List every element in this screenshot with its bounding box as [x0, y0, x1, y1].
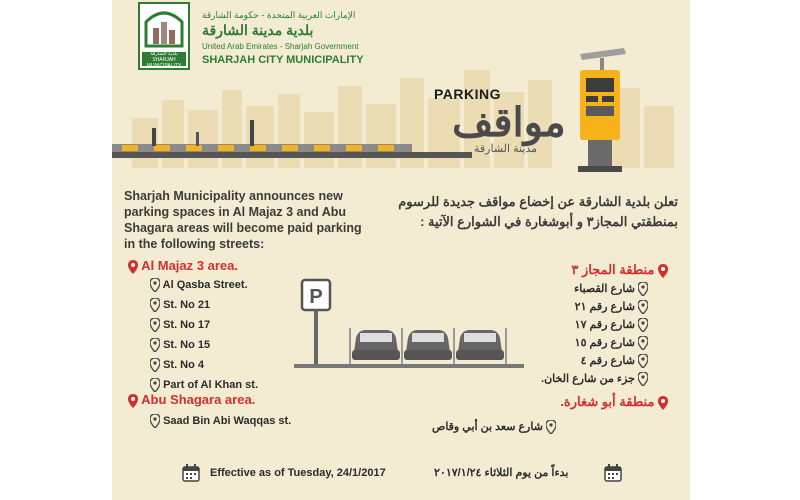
location-pin-icon [638, 318, 648, 332]
area-heading-ar [560, 394, 668, 410]
car-icon [352, 330, 400, 360]
area-heading-ar [571, 262, 668, 278]
street-name: Saad Bin Abi Waqqas st. [163, 414, 292, 427]
parking-sign-icon [302, 280, 330, 364]
announcement-text-ar: تعلن بلدية الشارقة عن إخضاع مواقف جديدة للرسوم بمنطقتي المجاز٣ و أبوشغارة في الشوارع الآتية : [398, 194, 678, 229]
car-icon [456, 330, 504, 360]
location-pin-icon [638, 354, 648, 368]
area-heading-en [128, 392, 255, 408]
street-item [150, 318, 210, 332]
logo-caption-ar: بلدية الشارقة [150, 51, 178, 57]
street-name: St. No 15 [163, 338, 211, 351]
parking-title-ar: مواقف [452, 101, 566, 145]
government-name-en: United Arab Emirates - Sharjah Government [202, 42, 359, 51]
announcement-text-en: Sharjah Municipality announces new parking spaces in Al Majaz 3 and Abu Shagara areas will become paid parking in the following streets: [124, 189, 362, 251]
location-pin-icon [150, 278, 160, 292]
effective-date-en: Effective as of Tuesday, 24/1/2017 [210, 467, 386, 479]
street-item [150, 414, 291, 428]
city-skyline-illustration [112, 48, 690, 180]
street-item [575, 336, 648, 350]
announcement-panel [112, 0, 690, 500]
area-name: منطقة المجاز ٣ [571, 262, 655, 277]
street-name: جزء من شارع الخان. [541, 373, 635, 385]
parking-sign-letter: P [309, 286, 323, 308]
municipality-name-en: SHARJAH CITY MUNICIPALITY [202, 54, 364, 66]
street-item [575, 318, 648, 332]
street-item [150, 358, 204, 372]
location-pin-icon [150, 318, 160, 332]
street-name: Al Qasba Street. [162, 278, 248, 291]
street-item [581, 354, 648, 368]
area-name: Al Majaz 3 area. [141, 258, 238, 273]
location-pin-icon [128, 260, 138, 274]
parking-title-en: PARKING [434, 86, 502, 102]
car-icon [404, 330, 452, 360]
street-name: Part of Al Khan st. [163, 378, 258, 391]
parking-lot-illustration [294, 278, 524, 374]
location-pin-icon [638, 372, 648, 386]
street-name: شارع سعد بن أبي وقاص [432, 421, 543, 433]
street-item [432, 420, 556, 434]
location-pin-icon [150, 298, 160, 312]
municipality-name-ar: بلدية مدينة الشارقة [202, 22, 314, 38]
street-name: St. No 4 [163, 358, 205, 371]
street-item [150, 338, 210, 352]
street-item [150, 298, 210, 312]
street-name: شارع رقم ١٥ [574, 337, 635, 349]
logo-caption-en: SHARJAH MUNICIPALITY [146, 57, 182, 69]
location-pin-icon [150, 338, 160, 352]
street-name: شارع القصباء [574, 283, 635, 295]
location-pin-icon [150, 378, 160, 392]
calendar-icon [604, 464, 622, 482]
area-name: منطقة أبو شغارة. [560, 394, 655, 409]
location-pin-icon [638, 336, 648, 350]
street-name: شارع رقم ٤ [580, 355, 635, 367]
street-item [150, 278, 248, 292]
street-name: شارع رقم ٢١ [574, 301, 635, 313]
location-pin-icon [658, 396, 668, 410]
parking-subtitle-ar: مدينة الشارقة [474, 143, 538, 155]
street-item [150, 378, 258, 392]
street-name: شارع رقم ١٧ [574, 319, 635, 331]
street-item [575, 300, 648, 314]
location-pin-icon [638, 300, 648, 314]
location-pin-icon [658, 264, 668, 278]
street-name: St. No 21 [163, 298, 211, 311]
location-pin-icon [128, 394, 138, 408]
effective-date-ar: بدءاً من يوم الثلاثاء ٢٠١٧/١/٢٤ [434, 467, 569, 479]
area-heading-en [128, 258, 238, 274]
street-item [541, 372, 648, 386]
location-pin-icon [638, 282, 648, 296]
street-item [574, 282, 648, 296]
location-pin-icon [150, 414, 160, 428]
area-name: Abu Shagara area. [141, 392, 256, 407]
street-name: St. No 17 [163, 318, 211, 331]
government-name-ar: الإمارات العربية المتحدة - حكومة الشارقة [202, 10, 356, 20]
calendar-icon [182, 464, 200, 482]
location-pin-icon [546, 420, 556, 434]
location-pin-icon [150, 358, 160, 372]
